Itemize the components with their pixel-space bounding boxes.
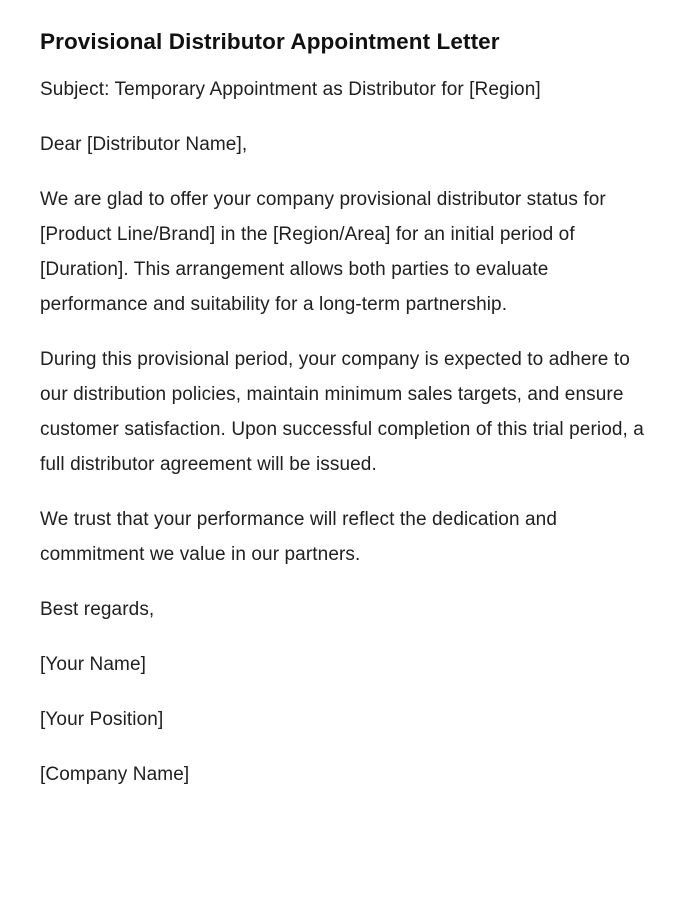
subject-line: Subject: Temporary Appointment as Distributor for [Region] — [40, 79, 541, 100]
salutation: Dear [Distributor Name], — [40, 134, 248, 155]
closing: Best regards, — [40, 599, 155, 620]
body-paragraph: We trust that your performance will reflect the dedication and commitment we value in our partners. — [40, 509, 557, 565]
document-title: Provisional Distributor Appointment Letter — [40, 29, 500, 54]
signature-name: [Your Name] — [40, 654, 147, 675]
body-paragraph: We are glad to offer your company provisional distributor status for [Product Line/Brand] in the [Region/Area] for an initial period of [Duration]. This arrangement allows both parties to evaluate performance and suitability for a long-term partnership. — [40, 189, 606, 315]
signature-position: [Your Position] — [40, 709, 164, 730]
signature-company: [Company Name] — [40, 764, 190, 785]
body-paragraph: During this provisional period, your company is expected to adhere to our distribution policies, maintain minimum sales targets, and ensure customer satisfaction. Upon successful completion of this trial period, a full distributor agreement will be issued. — [40, 349, 644, 475]
